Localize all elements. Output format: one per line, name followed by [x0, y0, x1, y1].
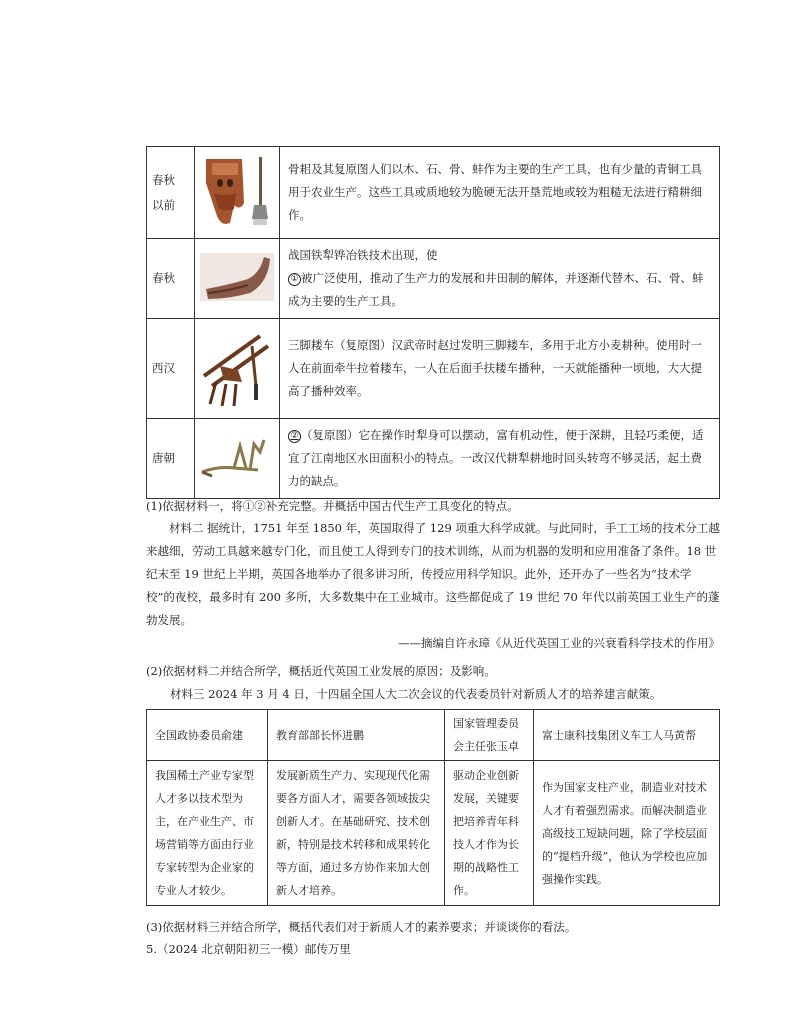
- era-cell: [147, 419, 195, 499]
- tools-table: [146, 146, 720, 499]
- material-2-text: 材料二 据统计，1751 年至 1850 年，英国取得了 129 项重大科学成就。与此同时，手工工场的技术分工越来越细，劳动工具越来越专门化，而且使工人得到专门的技术训练，从而为机器的发明和应用准备了条件。18 世纪末至 19 世纪上半期，英国各地举办了很多讲习所，传授应用科学知识。此外，还开办了一些名为“技术学校”的夜校，最多时有 200 多所，大多数集中在工业城市。这些都促成了 19 世纪 70 年代以前英国工业生产的蓬勃发展。: [146, 521, 720, 627]
- tool-description: [280, 419, 720, 499]
- table-row: [147, 419, 720, 499]
- tool-description-line: [288, 267, 713, 313]
- delegates-table: [146, 709, 720, 906]
- question-5-title: 5.（2024 北京朝阳初三一模）邮传万里: [146, 942, 351, 956]
- header-cell: 教育部部长怀进鹏: [268, 710, 445, 761]
- material-3: 材料三 2024 年 3 月 4 日，十四届全国人大二次会议的代表委员针对新质人才的培养建言献策。: [170, 687, 662, 701]
- material-2: [146, 517, 720, 655]
- era-label: 春秋: [152, 271, 175, 285]
- table-cell: 发展新质生产力、实现现代化需要各方面人才，需要各领域拔尖创新人才。在基础研究、技术创新，特别是技术转移和成果转化等方面，通过多方协作来加大创新人才培养。: [268, 761, 445, 906]
- table-row: [147, 147, 720, 239]
- header-cell: 国家管理委员会主任张玉卓: [445, 710, 534, 761]
- question-1: (1)依据材料一，将①②补充完整。并概括中国古代生产工具变化的特点。: [146, 499, 519, 513]
- tool-description: [280, 239, 720, 319]
- era-cell: [147, 239, 195, 319]
- era-cell: [147, 147, 195, 239]
- header-cell: 富士康科技集团义车工人马黄帮: [534, 710, 720, 761]
- tool-description: 骨耜及其复原图人们以木、石、骨、蚌作为主要的生产工具，也有少量的青铜工具用于农业生产。这些工具或质地较为脆硬无法开垦荒地或较为粗糙无法进行精耕细作。: [280, 147, 720, 239]
- question-3: (3)依据材料三并结合所学，概括代表们对于新质人才的素养要求；并谈谈你的看法。: [146, 920, 577, 934]
- table-cell: 我国稀土产业专家型人才多以技术型为主，在产业生产、市场营销等方面由行业专家转型为企业家的专业人才较少。: [147, 761, 268, 906]
- table-row: [147, 319, 720, 419]
- table-cell: 作为国家支柱产业，制造业对技术人才有着强烈需求。而解决制造业高级技工短缺问题，除了学校层面的“提档升级”，他认为学校也应加强操作实践。: [534, 761, 720, 906]
- table-row: [147, 239, 720, 319]
- iron-plough-image: [195, 239, 280, 319]
- material-2-source: ——摘编自许永璋《从近代英国工业的兴衰看科学技术的作用》: [398, 636, 720, 650]
- blank-marker: ①: [288, 273, 301, 286]
- bone-shovel-image: [195, 147, 280, 239]
- table-row: [147, 761, 720, 906]
- tool-description-line: 战国铁犁铧冶铁技术出现，使: [288, 248, 438, 262]
- tool-description-text: （复原图）它在操作时犁身可以摆动，富有机动性，便于深耕，且轻巧柔便，适宜了江南地区水田面积小的特点。一改汉代耕犁耕地时回头转弯不够灵活，起土费力的缺点。: [288, 428, 704, 488]
- tool-description-text: 被广泛使用，推动了生产力的发展和井田制的解体，并逐渐代替木、石、骨、蚌成为主要的生产工具。: [288, 271, 704, 308]
- table-header-row: [147, 710, 720, 761]
- curved-plough-image: [195, 419, 280, 499]
- table-cell: 驱动企业创新发展，关键要把培养青年科技人才作为长期的战略性工作。: [445, 761, 534, 906]
- era-cell: [147, 319, 195, 419]
- tool-description: 三脚耧车（复原图）汉武帝时赵过发明三脚耧车，多用于北方小麦耕种。使用时一人在前面牵牛拉着耧车，一人在后面手扶耧车播种，一天就能播种一顷地，大大提高了播种效率。: [280, 319, 720, 419]
- blank-marker: ②: [288, 430, 301, 443]
- header-cell: 全国政协委员俞建: [147, 710, 268, 761]
- era-label: 唐朝: [152, 451, 175, 465]
- question-2: (2)依据材料二并结合所学，概括近代英国工业发展的原因；及影响。: [146, 664, 496, 678]
- era-label: 春秋 以前: [152, 172, 175, 212]
- era-label: 西汉: [152, 361, 175, 375]
- seed-drill-image: [195, 319, 280, 419]
